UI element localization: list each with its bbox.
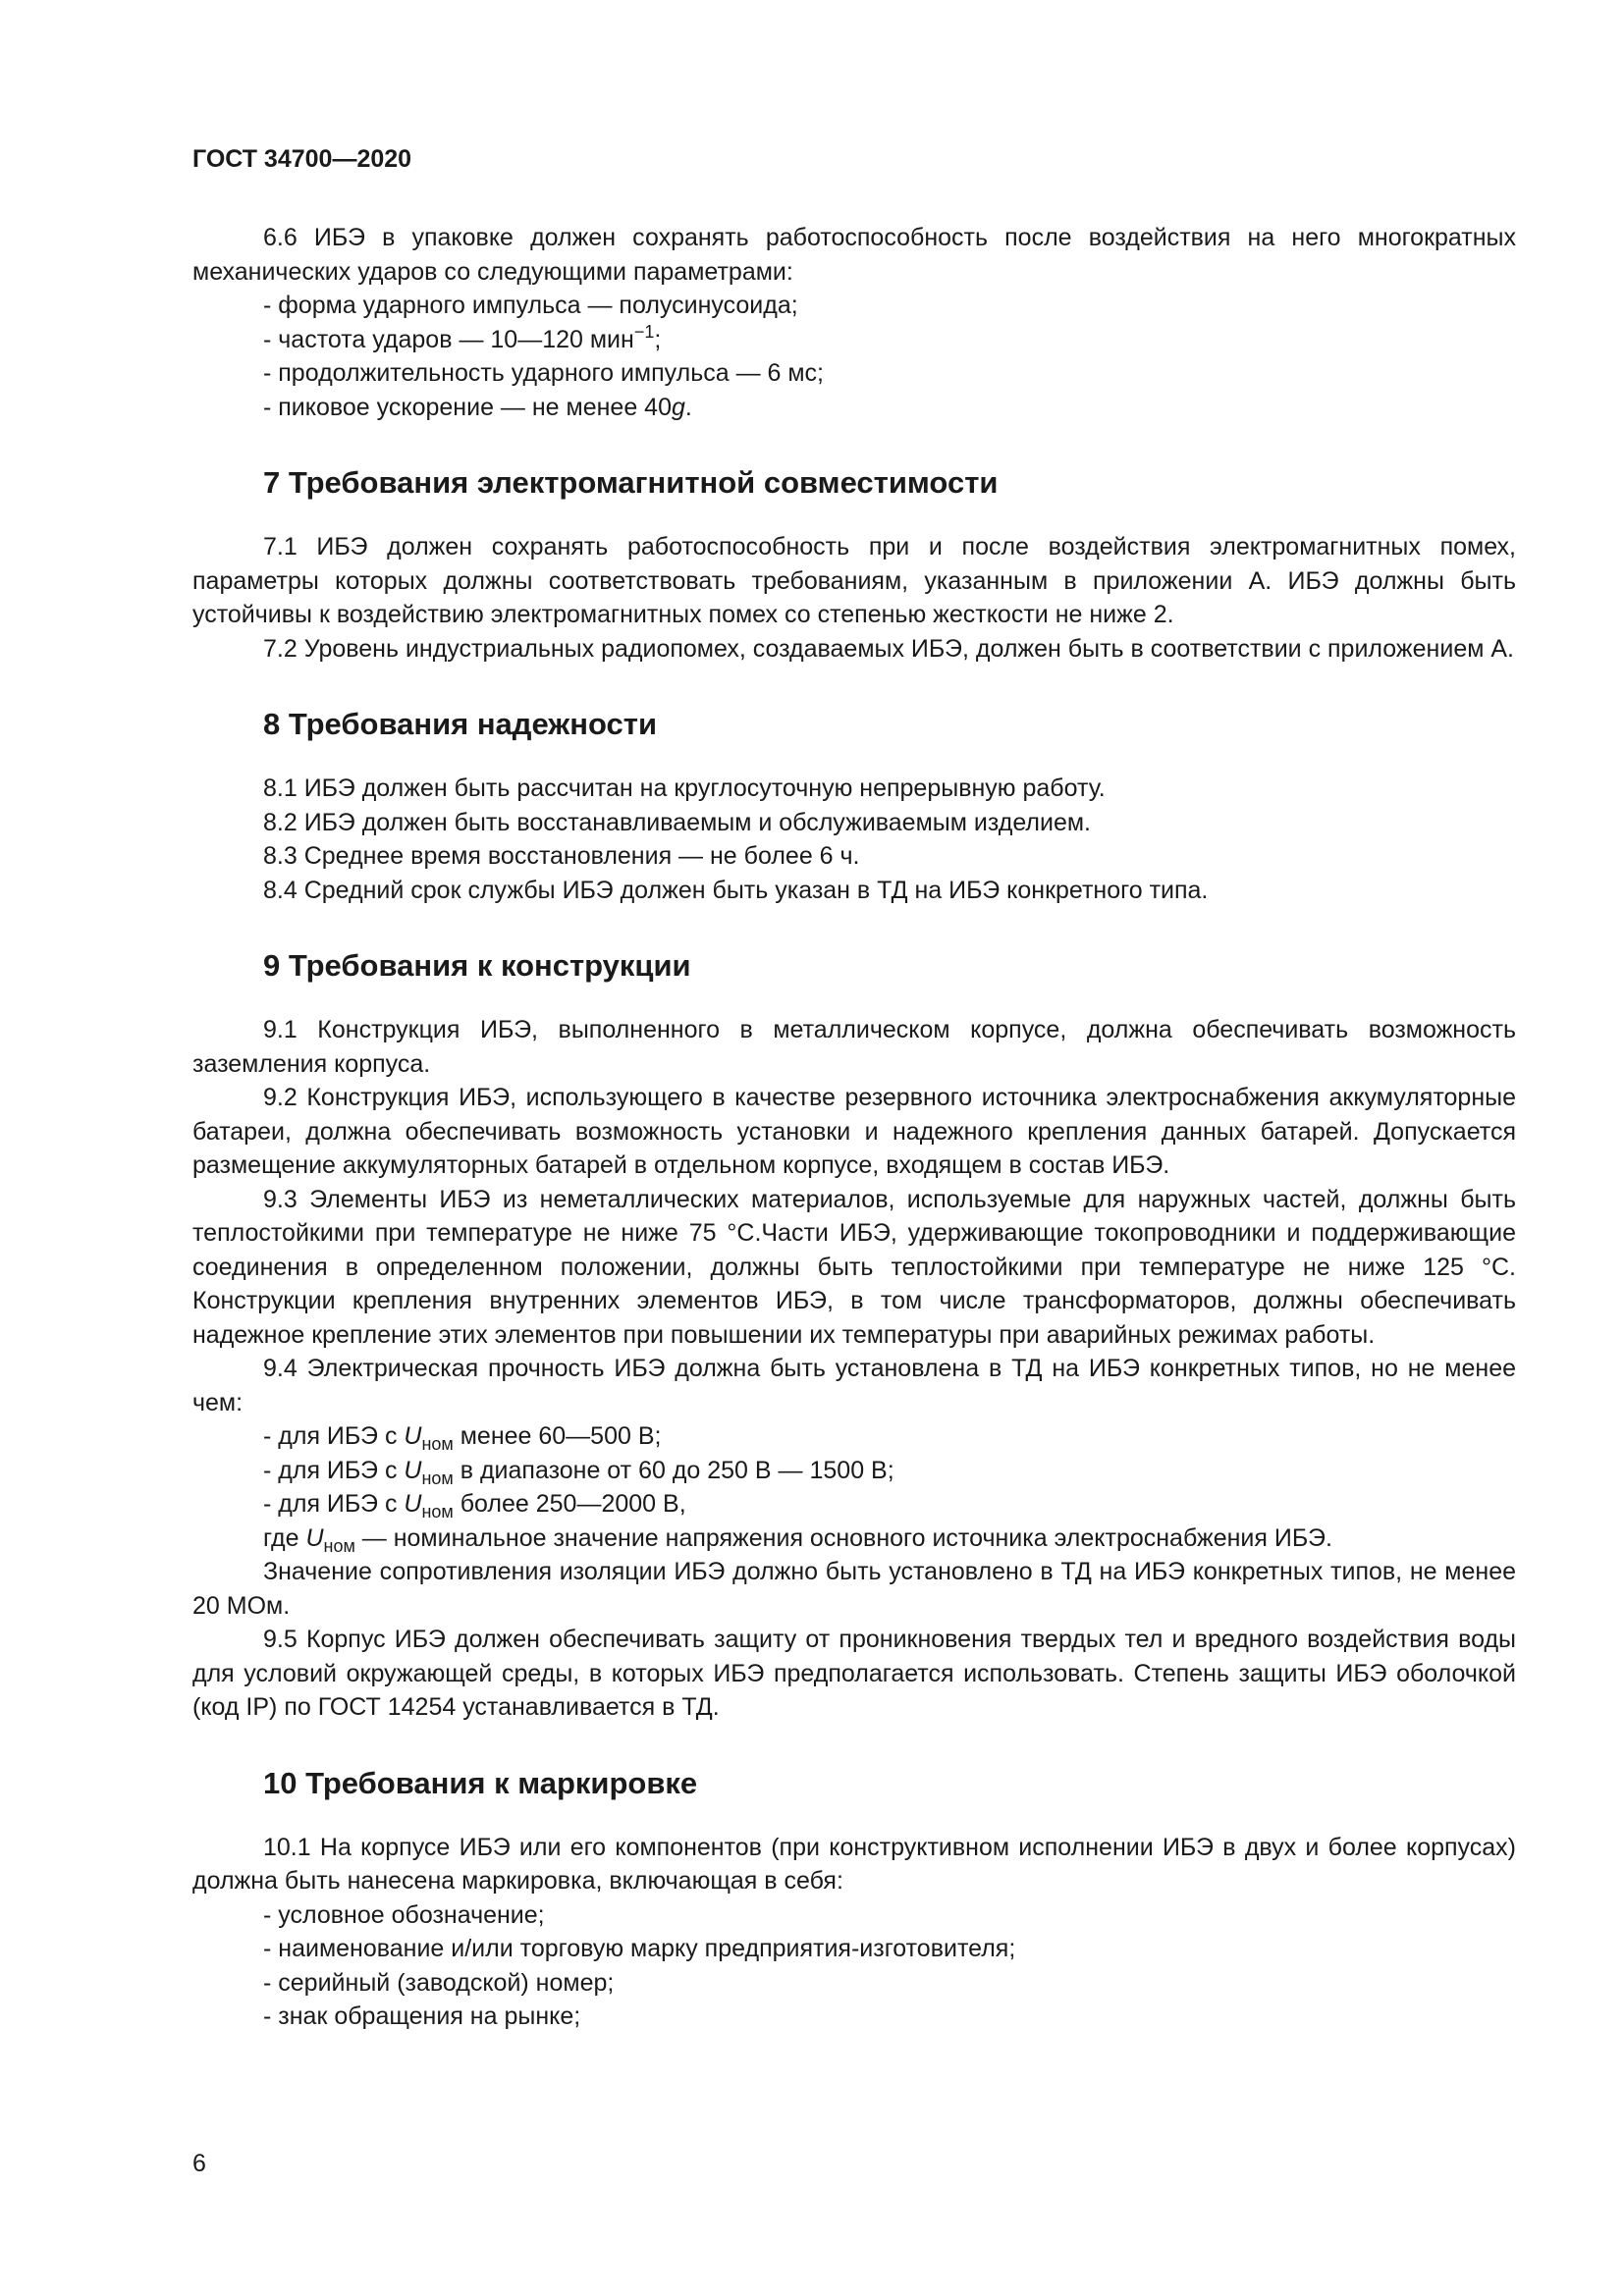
paragraph-8-1: 8.1 ИБЭ должен быть рассчитан на круглосуточную непрерывную работу. (263, 774, 1106, 802)
paragraph-9-5: 9.5 Корпус ИБЭ должен обеспечивать защиту от проникновения твердых тел и вредного воздействия воды для условий окружающей среды, в которых ИБЭ предполагается использовать. Степень защиты ИБЭ оболочкой (код IP) по ГОСТ 14254 устанавливается в ТД. (192, 1626, 1516, 1721)
section-title-9: 9 Требования к конструкции (263, 948, 691, 983)
list-item-text: более 250—2000 В, (453, 1490, 686, 1518)
document-page (192, 145, 1516, 2034)
punctuation: . (684, 393, 692, 421)
list-item: - продолжительность ударного импульса — 6 мс; (263, 359, 824, 387)
paragraph-8-3: 8.3 Среднее время восстановления — не более 6 ч. (263, 842, 860, 870)
document-header: ГОСТ 34700—2020 (192, 145, 412, 173)
paragraph-7-1: 7.1 ИБЭ должен сохранять работоспособность при и после воздействия электромагнитных помех, параметры которых должны соответствовать требованиям, указанным в приложении А. ИБЭ должны быть устойчивы к воздействию электромагнитных помех со степенью жесткости не ниже 2. (192, 533, 1516, 628)
subscript-nom: ном (421, 1468, 454, 1488)
list-item: - знак обращения на рынке; (263, 2002, 581, 2030)
list-item: - наименование и/или торговую марку предприятия-изготовителя; (263, 1935, 1016, 1962)
subscript-nom: ном (421, 1502, 454, 1522)
paragraph-10-1: 10.1 На корпусе ИБЭ или его компонентов (при конструктивном исполнении ИБЭ в двух и более корпусах) должна быть нанесена маркировка, включающая в себя: (192, 1833, 1516, 1895)
symbol-u: U (404, 1456, 422, 1484)
list-item-text: в диапазоне от 60 до 250 В — 1500 В; (453, 1456, 894, 1484)
paragraph-7-2: 7.2 Уровень индустриальных радиопомех, создаваемых ИБЭ, должен быть в соответствии с приложением А. (263, 634, 1514, 663)
list-item: - серийный (заводской) номер; (263, 1968, 615, 1997)
list-item-text: менее 60—500 В; (453, 1422, 662, 1450)
italic-g: g (671, 393, 685, 421)
superscript: −1 (633, 321, 655, 342)
list-item (263, 391, 1516, 425)
paragraph-9-3: 9.3 Элементы ИБЭ из неметаллических материалов, используемые для наружных частей, должны быть теплостойкими при температуре не ниже 75 °С.Части ИБЭ, удерживающие токопроводники и поддерживающие соединения в определенном положении, должны быть теплостойкими при температуре не ниже 125 °С. Конструкции крепления внутренних элементов ИБЭ, в том числе трансформаторов, должны обеспечивать надежное крепление этих элементов при повышении их температуры при аварийных режимах работы. (192, 1185, 1516, 1349)
list-item (263, 323, 1516, 357)
subscript-nom: ном (421, 1434, 454, 1454)
symbol-u: U (305, 1523, 324, 1552)
symbol-u: U (404, 1422, 422, 1450)
list-item: - условное обозначение; (263, 1900, 545, 1929)
list-item-text: - для ИБЭ с (263, 1422, 405, 1450)
list-item-text: - частота ударов — 10—120 мин (263, 325, 634, 353)
list-item: - форма ударного импульса — полусинусоида; (263, 292, 798, 319)
paragraph-9-1: 9.1 Конструкция ИБЭ, выполненного в металлическом корпусе, должна обеспечивать возможность заземления корпуса. (192, 1016, 1516, 1078)
list-item (263, 1419, 1516, 1454)
paragraph-9-4: 9.4 Электрическая прочность ИБЭ должна быть установлена в ТД на ИБЭ конкретных типов, но не менее чем: (192, 1355, 1516, 1416)
section-title-10: 10 Требования к маркировке (263, 1765, 698, 1800)
note-text: где (263, 1523, 306, 1552)
subscript-nom: ном (323, 1535, 355, 1556)
note-text: — номинальное значение напряжения основного источника электроснабжения ИБЭ. (354, 1523, 1332, 1552)
paragraph-9-2: 9.2 Конструкция ИБЭ, использующего в качестве резервного источника электроснабжения аккумуляторные батареи, должна обеспечивать возможность установки и надежного крепления данных батарей. Допускается размещение аккумуляторных батарей в отдельном корпусе, входящем в состав ИБЭ. (192, 1084, 1516, 1179)
list-item-text: - пиковое ускорение — не менее 40 (263, 393, 672, 421)
paragraph-8-4: 8.4 Средний срок службы ИБЭ должен быть указан в ТД на ИБЭ конкретного типа. (263, 876, 1209, 904)
page-number: 6 (192, 2150, 206, 2177)
punctuation: ; (654, 325, 662, 353)
paragraph-8-2: 8.2 ИБЭ должен быть восстанавливаемым и обслуживаемым изделием. (263, 808, 1092, 836)
paragraph-insulation: Значение сопротивления изоляции ИБЭ должно быть установлено в ТД на ИБЭ конкретных типов, не менее 20 МОм. (192, 1558, 1516, 1620)
list-item (263, 1454, 1516, 1488)
section-title-7: 7 Требования электромагнитной совместимости (263, 465, 999, 500)
list-item-text: - для ИБЭ с (263, 1490, 405, 1518)
list-item-text: - для ИБЭ с (263, 1456, 405, 1484)
symbol-u: U (404, 1490, 422, 1518)
paragraph-6-6: 6.6 ИБЭ в упаковке должен сохранять работоспособность после воздействия на него многократных механических ударов со следующими параметрами: (192, 224, 1516, 286)
where-definition (263, 1522, 1516, 1556)
list-item (263, 1487, 1516, 1522)
section-title-8: 8 Требования надежности (263, 707, 658, 741)
